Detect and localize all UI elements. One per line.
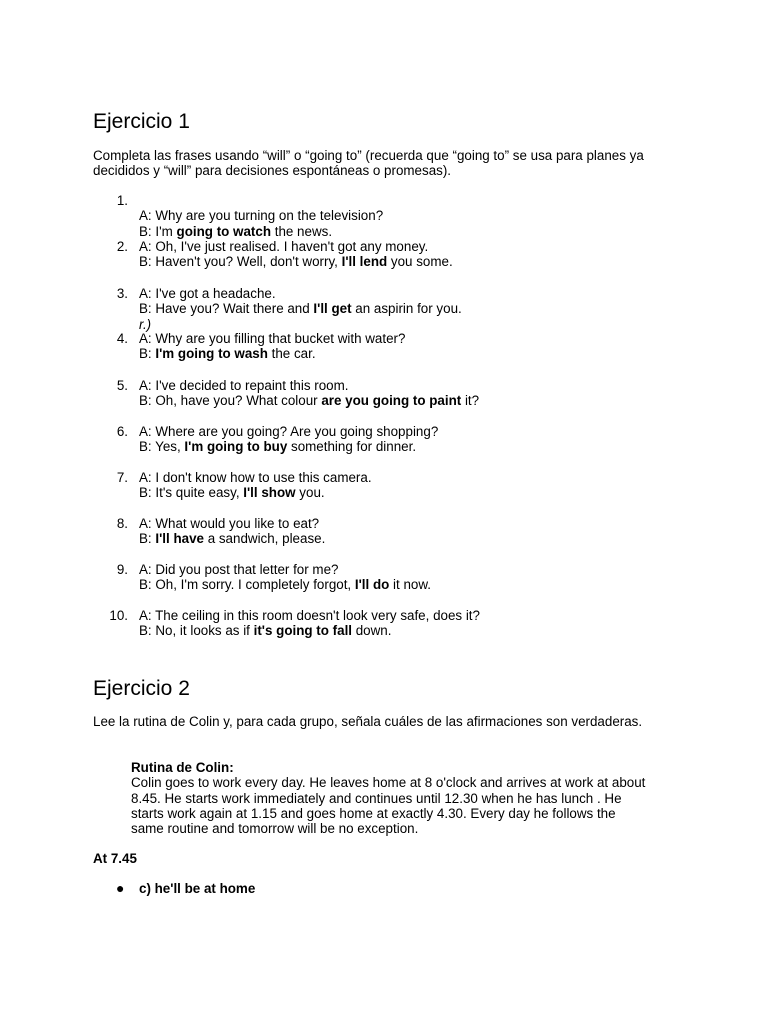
line-text: something for dinner. [287, 439, 417, 455]
item-number: 5. [116, 378, 128, 393]
line-text: the news. [271, 223, 333, 239]
item-body [139, 470, 699, 501]
line-text: an aspirin for you. [351, 301, 462, 317]
item-number: 10. [109, 608, 128, 623]
line-text: B: I'm [139, 223, 177, 239]
line-text: A: Where are you going? Are you going shopping? [139, 424, 439, 439]
item-number: 9. [116, 562, 128, 577]
dialogue-line [139, 301, 699, 316]
item-number: 7. [116, 470, 128, 485]
answer-text: I'll get [313, 301, 352, 317]
item-body [139, 286, 699, 332]
dialogue-line [139, 286, 699, 301]
dialogue-line [139, 239, 699, 254]
answer-text: I'll do [354, 577, 390, 593]
line-text: A: Did you post that letter for me? [139, 562, 339, 577]
dialogue-line [139, 516, 699, 531]
line-text: B: Yes, [139, 439, 185, 455]
answer-text: I'll show [243, 485, 296, 501]
routine-block [131, 760, 651, 836]
dialogue-line [139, 208, 699, 223]
item-body [139, 608, 699, 639]
line-text: B: Have you? Wait there and [139, 301, 314, 317]
line-text: B: [139, 346, 156, 362]
line-text: the car. [267, 346, 316, 362]
exercise-1-title: Ejercicio 1 [93, 110, 190, 133]
line-text: it? [461, 393, 480, 409]
line-text: down. [352, 623, 392, 639]
line-text: a sandwich, please. [203, 531, 326, 547]
line-text: A: Why are you filling that bucket with water? [139, 331, 406, 346]
answer-text: I'll have [155, 531, 204, 547]
dialogue-line [139, 346, 699, 361]
dialogue-line [139, 439, 699, 454]
line-text: you. [295, 485, 325, 501]
item-body [139, 193, 699, 239]
item-number: 2. [116, 239, 128, 254]
line-text: A: I've decided to repaint this room. [139, 378, 349, 393]
item-body [139, 239, 699, 270]
line-text: A: What would you like to eat? [139, 516, 320, 531]
answer-text: I'm going to wash [155, 346, 268, 362]
routine-text: Colin goes to work every day. He leaves home at 8 o'clock and arrives at work at about 8.45. He starts work immediately and continues until 12.30 when he has lunch . He starts work again at 1.15 and goes home at exactly 4.30. Every day he follows the same routine and tomorrow will be no exception. [131, 775, 646, 837]
answer-text: it's going to fall [253, 623, 353, 639]
line-text: A: Why are you turning on the television? [139, 208, 384, 224]
exercise-2-instruction: Lee la rutina de Colin y, para cada grupo, señala cuáles de las afirmaciones son verdaderas. [93, 714, 643, 729]
routine-title: Rutina de Colin: [131, 760, 234, 775]
dialogue-line [139, 393, 699, 408]
line-text: r.) [139, 316, 152, 332]
line-text: A: The ceiling in this room doesn't look very safe, does it? [139, 608, 480, 623]
line-text: B: It's quite easy, [139, 485, 244, 501]
answer-text: c) he'll be at home [139, 881, 256, 896]
line-text: you some. [387, 254, 453, 270]
line-text: B: [139, 531, 156, 547]
dialogue-line [139, 317, 699, 332]
dialogue-line [139, 531, 699, 546]
dialogue-line [139, 193, 699, 208]
dialogue-line [139, 623, 699, 638]
line-text: A: I don't know how to use this camera. [139, 470, 372, 485]
dialogue-line [139, 485, 699, 500]
line-text: A: I've got a headache. [139, 286, 276, 301]
dialogue-line [139, 378, 699, 393]
dialogue-line [139, 577, 699, 592]
answer-text: I'll lend [341, 254, 388, 270]
item-number: 4. [116, 331, 128, 346]
dialogue-line [139, 331, 699, 346]
item-body [139, 424, 699, 455]
line-text: A: Oh, I've just realised. I haven't got any money. [139, 239, 429, 254]
line-text: B: Oh, I'm sorry. I completely forgot, [139, 577, 355, 593]
bullet-dot-icon: ● [116, 880, 125, 896]
dialogue-line [139, 608, 699, 623]
exercise-2-title: Ejercicio 2 [93, 677, 190, 700]
group-label: At 7.45 [93, 851, 137, 866]
item-number: 6. [116, 424, 128, 439]
line-text: it now. [389, 577, 432, 593]
item-body [139, 562, 699, 593]
item-body [139, 378, 699, 409]
item-body [139, 516, 699, 547]
item-body [139, 331, 699, 362]
dialogue-line [139, 470, 699, 485]
item-number: 1. [116, 193, 128, 208]
dialogue-line [139, 224, 699, 239]
item-number: 3. [116, 286, 128, 301]
item-number: 8. [116, 516, 128, 531]
answer-text: going to watch [176, 223, 271, 239]
line-text: B: No, it looks as if [139, 623, 254, 639]
answer-text: I'm going to buy [184, 439, 288, 455]
dialogue-line [139, 424, 699, 439]
dialogue-line [139, 562, 699, 577]
answer-text: are you going to paint [321, 393, 462, 409]
line-text: B: Oh, have you? What colour [139, 393, 322, 409]
dialogue-line [139, 254, 699, 269]
exercise-1-instruction: Completa las frases usando “will” o “going to” (recuerda que “going to” se usa para planes ya decididos y “will” para decisiones espontáneas o promesas). [93, 148, 644, 179]
line-text: B: Haven't you? Well, don't worry, [139, 254, 342, 270]
